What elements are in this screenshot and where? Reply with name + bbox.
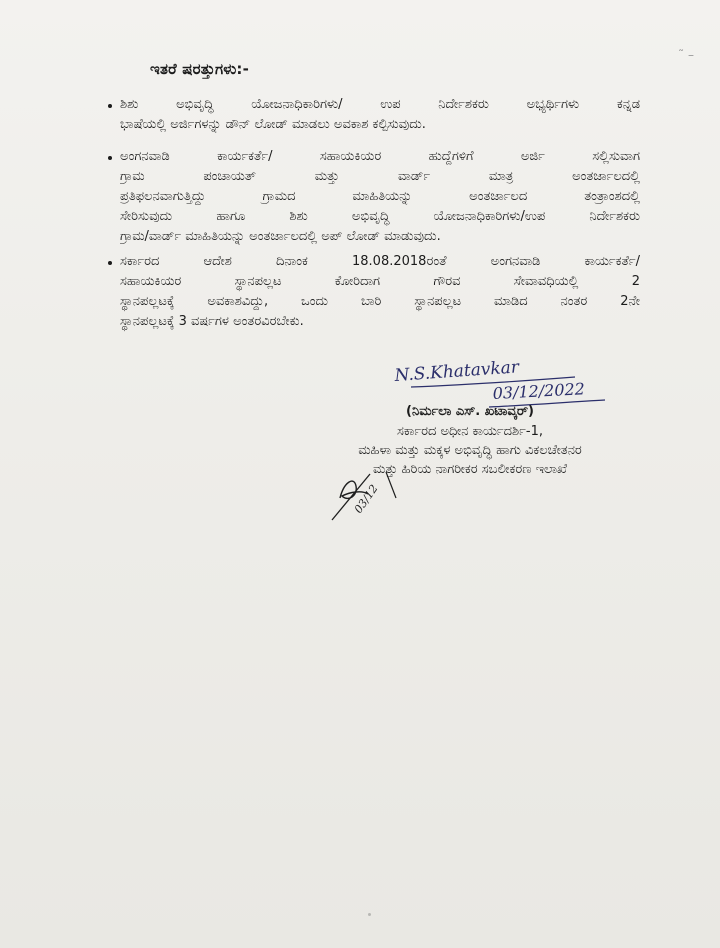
initials-signature xyxy=(326,468,416,524)
signatory-name: (ನಿರ್ಮಲಾ ಎಸ್. ಖಟಾವ್ಕರ್) xyxy=(406,404,534,419)
signatory-designation-line: ಮತ್ತು ಹಿರಿಯ ನಾಗರೀಕರ ಸಬಲೀಕರಣ ಇಲಾಖೆ xyxy=(372,462,568,477)
list-item xyxy=(120,252,640,332)
bullet-dot-icon xyxy=(108,261,112,265)
list-item-line: ಗ್ರಾಮ ಪಂಚಾಯತ್ ಮತ್ತು ವಾರ್ಡ್ ಮಾತ್ರ ಅಂತರ್ಜಾಲದಲ್ಲಿ xyxy=(120,169,640,184)
list-item-line: ಸ್ಥಾನಪಲ್ಲಟಕ್ಕೆ ಅವಕಾಶವಿದ್ದು, ಒಂದು ಬಾರಿ ಸ್ಥಾನಪಲ್ಲಟ ಮಾಡಿದ ನಂತರ 2ನೇ xyxy=(120,294,640,309)
signature-date-text: 03/12/2022 xyxy=(492,379,586,403)
signatory-designation-line: ಸರ್ಕಾರದ ಅಧೀನ ಕಾರ್ಯದರ್ಶಿ-1, xyxy=(397,424,543,439)
list-item xyxy=(120,147,640,247)
signatory-designation-line: ಮಹಿಳಾ ಮತ್ತು ಮಕ್ಕಳ ಅಭಿವೃದ್ಧಿ ಹಾಗು ವಿಕಲಚೇತನರ xyxy=(358,443,582,458)
list-item-line: ಭಾಷೆಯಲ್ಲಿ ಅರ್ಜಿಗಳನ್ನು ಡೌನ್ ಲೋಡ್ ಮಾಡಲು ಅವಕಾಶ ಕಲ್ಪಿಸುವುದು. xyxy=(120,117,426,132)
list-item-line: ಗ್ರಾಮ/ವಾರ್ಡ್ ಮಾಹಿತಿಯನ್ನು ಅಂತರ್ಜಾಲದಲ್ಲಿ ಅಪ್ ಲೋಡ್ ಮಾಡುವುದು. xyxy=(120,229,441,244)
scan-speck xyxy=(368,913,371,916)
list-item-line: ಪ್ರತಿಫಲನವಾಗುತ್ತಿದ್ದು ಗ್ರಾಮದ ಮಾಹಿತಿಯನ್ನು ಅಂತರ್ಜಾಲದ ತಂತ್ರಾಂಶದಲ್ಲಿ xyxy=(120,189,640,204)
list-item-line: ಸಹಾಯಕಿಯರ ಸ್ಥಾನಪಲ್ಲಟ ಕೋರಿದಾಗ ಗೌರವ ಸೇವಾವಧಿಯಲ್ಲಿ 2 xyxy=(120,274,640,289)
list-item-line: ಸ್ಥಾನಪಲ್ಲಟಕ್ಕೆ 3 ವರ್ಷಗಳ ಅಂತರವಿರಬೇಕು. xyxy=(120,314,304,329)
signature-name-text: N.S.Khatavkar xyxy=(393,357,520,386)
bullet-dot-icon xyxy=(108,156,112,160)
list-item-line: ಸರ್ಕಾರದ ಆದೇಶ ದಿನಾಂಕ 18.08.2018ರಂತೆ ಅಂಗನವಾಡಿ ಕಾರ್ಯಕರ್ತೆ/ xyxy=(120,254,640,269)
bullet-dot-icon xyxy=(108,104,112,108)
list-item xyxy=(120,95,640,135)
initials-stroke xyxy=(386,472,396,498)
list-item-line: ಅಂಗನವಾಡಿ ಕಾರ್ಯಕರ್ತೆ/ ಸಹಾಯಕಿಯರ ಹುದ್ದೆಗಳಿಗೆ ಅರ್ಜಿ ಸಲ್ಲಿಸುವಾಗ xyxy=(120,149,640,164)
list-item-line: ಸೇರಿಸುವುದು ಹಾಗೂ ಶಿಶು ಅಭಿವೃದ್ಧಿ ಯೋಜನಾಧಿಕಾರಿಗಳು/ಉಪ ನಿರ್ದೇಶಕರು xyxy=(120,209,640,224)
section-heading: ಇತರೆ ಷರತ್ತುಗಳು:- xyxy=(150,60,250,78)
corner-marks: ˜ – xyxy=(678,48,694,62)
initials-date-text: 03/12 xyxy=(351,482,381,516)
list-item-line: ಶಿಶು ಅಭಿವೃದ್ಧಿ ಯೋಜನಾಧಿಕಾರಿಗಳು/ ಉಪ ನಿರ್ದೇಶಕರು ಅಭ್ಯರ್ಥಿಗಳು ಕನ್ನಡ xyxy=(120,97,640,112)
